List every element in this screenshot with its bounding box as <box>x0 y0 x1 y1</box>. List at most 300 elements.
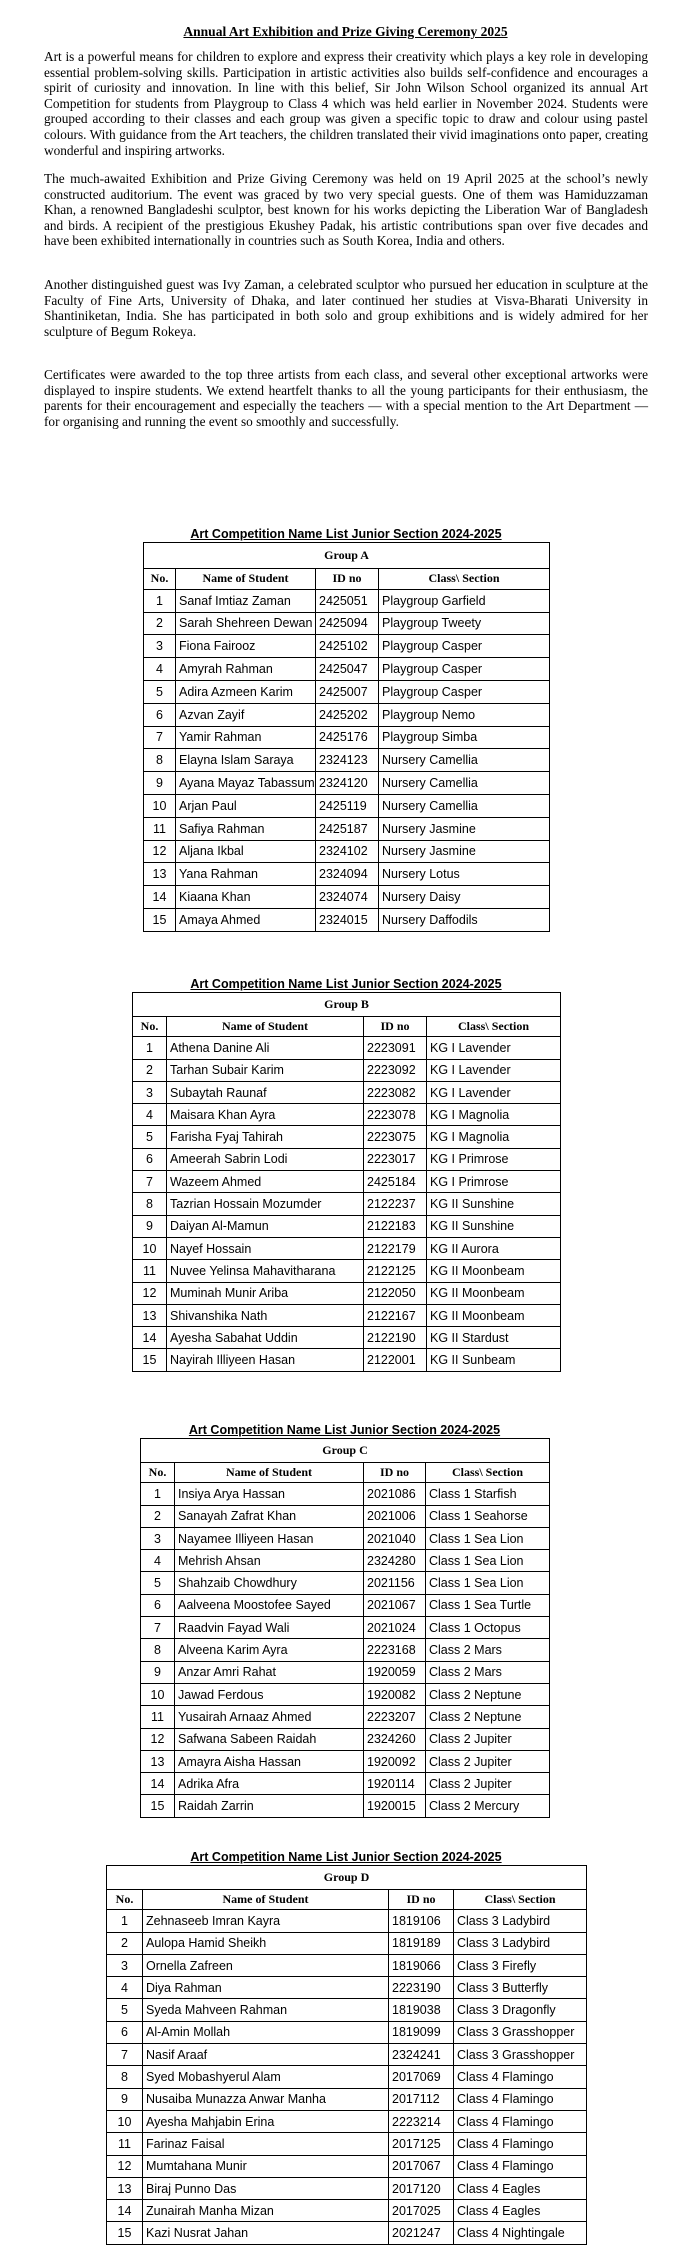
cell-name: Amaya Ahmed <box>176 908 316 931</box>
cell-class: KG I Lavender <box>427 1059 561 1081</box>
cell-class: Class 3 Ladybird <box>454 1910 587 1932</box>
cell-no: 3 <box>141 1527 175 1549</box>
cell-class: Class 3 Grasshopper <box>454 2044 587 2066</box>
cell-class: Class 1 Starfish <box>426 1483 550 1505</box>
cell-name: Kiaana Khan <box>176 886 316 909</box>
cell-id: 1920092 <box>364 1750 426 1772</box>
column-header-class: Class\ Section <box>427 1017 561 1037</box>
group-row <box>144 543 550 569</box>
cell-id: 2223168 <box>364 1639 426 1661</box>
name-list-section <box>140 1422 549 1818</box>
cell-id: 2017025 <box>389 2200 454 2222</box>
cell-id: 2223092 <box>364 1059 427 1081</box>
cell-id: 1819066 <box>389 1954 454 1976</box>
document-title: Annual Art Exhibition and Prize Giving Ceremony 2025 <box>183 24 508 39</box>
cell-class: Class 1 Sea Lion <box>426 1527 550 1549</box>
cell-name: Farinaz Faisal <box>143 2133 389 2155</box>
cell-id: 1920059 <box>364 1661 426 1683</box>
table-row <box>141 1639 550 1661</box>
cell-class: Nursery Lotus <box>379 863 550 886</box>
cell-no: 3 <box>133 1081 167 1103</box>
cell-id: 2425119 <box>316 794 379 817</box>
cell-class: Class 2 Jupiter <box>426 1773 550 1795</box>
table-row <box>141 1505 550 1527</box>
cell-no: 13 <box>107 2177 143 2199</box>
cell-name: Aljana Ikbal <box>176 840 316 863</box>
cell-id: 2223082 <box>364 1081 427 1103</box>
cell-no: 13 <box>133 1304 167 1326</box>
table-row <box>133 1193 561 1215</box>
cell-no: 7 <box>144 726 176 749</box>
cell-class: KG II Sunshine <box>427 1193 561 1215</box>
name-list-title: Art Competition Name List Junior Section 2024-2025 <box>190 977 502 991</box>
group-label: Group C <box>141 1439 550 1463</box>
table-row <box>141 1483 550 1505</box>
table-row <box>133 1126 561 1148</box>
table-row <box>144 908 550 931</box>
cell-id: 2122125 <box>364 1260 427 1282</box>
cell-no: 11 <box>107 2133 143 2155</box>
cell-no: 7 <box>133 1171 167 1193</box>
cell-no: 10 <box>141 1683 175 1705</box>
cell-no: 11 <box>133 1260 167 1282</box>
cell-class: Class 1 Seahorse <box>426 1505 550 1527</box>
cell-name: Amayra Aisha Hassan <box>175 1750 364 1772</box>
table-row <box>107 1999 587 2021</box>
cell-class: Nursery Jasmine <box>379 840 550 863</box>
cell-class: Nursery Camellia <box>379 749 550 772</box>
cell-class: Class 3 Dragonfly <box>454 1999 587 2021</box>
cell-no: 10 <box>107 2110 143 2132</box>
cell-name: Azvan Zayif <box>176 703 316 726</box>
cell-name: Ameerah Sabrin Lodi <box>167 1148 364 1170</box>
cell-class: KG II Stardust <box>427 1327 561 1349</box>
cell-class: KG II Moonbeam <box>427 1282 561 1304</box>
cell-class: Class 4 Flamingo <box>454 2133 587 2155</box>
cell-class: Class 4 Flamingo <box>454 2088 587 2110</box>
cell-class: Class 4 Flamingo <box>454 2155 587 2177</box>
cell-no: 5 <box>107 1999 143 2021</box>
cell-id: 2122179 <box>364 1237 427 1259</box>
cell-id: 2425007 <box>316 680 379 703</box>
cell-no: 9 <box>144 772 176 795</box>
cell-name: Tarhan Subair Karim <box>167 1059 364 1081</box>
ceremony-paragraph: The much-awaited Exhibition and Prize Giving Ceremony was held on 19 April 2025 at the school’s newly constructed auditorium. The event was graced by two very special guests. One of them was Hamiduzzaman Khan, a renowned Bangladeshi sculptor, best known for his works depicting the Liberation War of Bangladesh and birds. A recipient of the prestigious Ekushey Padak, his artistic contributions span over five decades and have been exhibited internationally in countries such as South Korea, India and others. <box>44 171 648 249</box>
cell-name: Nayef Hossain <box>167 1237 364 1259</box>
cell-name: Alveena Karim Ayra <box>175 1639 364 1661</box>
cell-id: 1819189 <box>389 1932 454 1954</box>
table-row <box>133 1304 561 1326</box>
cell-class: Class 2 Mars <box>426 1639 550 1661</box>
cell-id: 2324241 <box>389 2044 454 2066</box>
table-row <box>133 1081 561 1103</box>
cell-class: Class 2 Mars <box>426 1661 550 1683</box>
table-row <box>141 1572 550 1594</box>
cell-class: Class 1 Sea Lion <box>426 1572 550 1594</box>
group-row <box>141 1439 550 1463</box>
cell-class: Nursery Jasmine <box>379 817 550 840</box>
cell-id: 2324074 <box>316 886 379 909</box>
cell-id: 2425187 <box>316 817 379 840</box>
cell-name: Syeda Mahveen Rahman <box>143 1999 389 2021</box>
cell-no: 14 <box>144 886 176 909</box>
cell-no: 15 <box>141 1795 175 1817</box>
cell-name: Amyrah Rahman <box>176 658 316 681</box>
cell-name: Sarah Shehreen Dewan <box>176 612 316 635</box>
cell-name: Nayamee Illiyeen Hasan <box>175 1527 364 1549</box>
name-list-title: Art Competition Name List Junior Section 2024-2025 <box>190 1850 502 1864</box>
cell-no: 5 <box>141 1572 175 1594</box>
column-header-id: ID no <box>364 1463 426 1483</box>
cell-name: Shivanshika Nath <box>167 1304 364 1326</box>
cell-no: 2 <box>141 1505 175 1527</box>
cell-name: Biraj Punno Das <box>143 2177 389 2199</box>
cell-no: 5 <box>144 680 176 703</box>
cell-id: 2223214 <box>389 2110 454 2132</box>
table-row <box>107 2044 587 2066</box>
column-header-no: No. <box>144 569 176 590</box>
cell-no: 9 <box>107 2088 143 2110</box>
table-row <box>144 703 550 726</box>
cell-id: 2017067 <box>389 2155 454 2177</box>
table-row <box>141 1728 550 1750</box>
cell-id: 2425051 <box>316 589 379 612</box>
cell-id: 2017112 <box>389 2088 454 2110</box>
cell-no: 14 <box>107 2200 143 2222</box>
table-row <box>141 1550 550 1572</box>
cell-no: 7 <box>141 1617 175 1639</box>
table-row <box>141 1773 550 1795</box>
cell-id: 2122167 <box>364 1304 427 1326</box>
cell-no: 15 <box>107 2222 143 2244</box>
cell-no: 2 <box>107 1932 143 1954</box>
cell-name: Arjan Paul <box>176 794 316 817</box>
cell-no: 1 <box>107 1910 143 1932</box>
cell-name: Mumtahana Munir <box>143 2155 389 2177</box>
cell-no: 13 <box>144 863 176 886</box>
table-row <box>133 1327 561 1349</box>
group-label: Group D <box>107 1866 587 1890</box>
cell-name: Jawad Ferdous <box>175 1683 364 1705</box>
table-row <box>107 1910 587 1932</box>
cell-class: Playgroup Garfield <box>379 589 550 612</box>
cell-name: Raidah Zarrin <box>175 1795 364 1817</box>
table-row <box>107 2222 587 2244</box>
cell-name: Ayana Mayaz Tabassum <box>176 772 316 795</box>
cell-no: 6 <box>144 703 176 726</box>
cell-id: 2122001 <box>364 1349 427 1371</box>
cell-name: Yana Rahman <box>176 863 316 886</box>
cell-class: Class 2 Neptune <box>426 1706 550 1728</box>
cell-no: 6 <box>133 1148 167 1170</box>
cell-id: 2324260 <box>364 1728 426 1750</box>
cell-class: Nursery Camellia <box>379 794 550 817</box>
table-row <box>141 1750 550 1772</box>
cell-no: 1 <box>141 1483 175 1505</box>
table-row <box>144 658 550 681</box>
cell-class: Nursery Daffodils <box>379 908 550 931</box>
table-row <box>133 1171 561 1193</box>
table-row <box>107 2155 587 2177</box>
column-header-class: Class\ Section <box>379 569 550 590</box>
cell-id: 2017120 <box>389 2177 454 2199</box>
cell-no: 15 <box>144 908 176 931</box>
cell-id: 2425047 <box>316 658 379 681</box>
cell-no: 14 <box>133 1327 167 1349</box>
table-row <box>144 635 550 658</box>
table-row <box>141 1617 550 1639</box>
cell-no: 11 <box>144 817 176 840</box>
cell-class: Playgroup Casper <box>379 680 550 703</box>
column-header-no: No. <box>107 1890 143 1910</box>
name-list-title: Art Competition Name List Junior Section 2024-2025 <box>190 527 502 541</box>
cell-class: Class 3 Grasshopper <box>454 2021 587 2043</box>
cell-name: Zunairah Manha Mizan <box>143 2200 389 2222</box>
cell-name: Nusaiba Munazza Anwar Manha <box>143 2088 389 2110</box>
cell-name: Zehnaseeb Imran Kayra <box>143 1910 389 1932</box>
cell-no: 4 <box>141 1550 175 1572</box>
cell-class: Playgroup Nemo <box>379 703 550 726</box>
cell-no: 12 <box>144 840 176 863</box>
column-header-id: ID no <box>316 569 379 590</box>
table-row <box>144 749 550 772</box>
cell-id: 2021006 <box>364 1505 426 1527</box>
cell-class: KG II Moonbeam <box>427 1304 561 1326</box>
cell-name: Adira Azmeen Karim <box>176 680 316 703</box>
cell-id: 2223207 <box>364 1706 426 1728</box>
cell-class: KG II Moonbeam <box>427 1260 561 1282</box>
cell-class: KG I Magnolia <box>427 1104 561 1126</box>
cell-class: Class 3 Butterfly <box>454 1977 587 1999</box>
table-row <box>107 2088 587 2110</box>
student-table <box>106 1865 587 2245</box>
column-header-id: ID no <box>364 1017 427 1037</box>
cell-id: 2324123 <box>316 749 379 772</box>
cell-id: 1920114 <box>364 1773 426 1795</box>
cell-id: 2021067 <box>364 1594 426 1616</box>
cell-no: 1 <box>144 589 176 612</box>
cell-class: Class 4 Flamingo <box>454 2110 587 2132</box>
table-row <box>144 840 550 863</box>
cell-class: Class 4 Eagles <box>454 2177 587 2199</box>
cell-name: Ayesha Sabahat Uddin <box>167 1327 364 1349</box>
cell-id: 1819099 <box>389 2021 454 2043</box>
cell-id: 2425094 <box>316 612 379 635</box>
group-row <box>133 993 561 1017</box>
cell-id: 2017069 <box>389 2066 454 2088</box>
cell-class: KG I Primrose <box>427 1148 561 1170</box>
table-row <box>141 1683 550 1705</box>
cell-id: 1819106 <box>389 1910 454 1932</box>
cell-id: 2425202 <box>316 703 379 726</box>
cell-no: 12 <box>107 2155 143 2177</box>
table-row <box>144 772 550 795</box>
cell-name: Daiyan Al-Mamun <box>167 1215 364 1237</box>
cell-id: 2425184 <box>364 1171 427 1193</box>
name-list-section <box>132 976 560 1372</box>
student-table <box>132 992 561 1372</box>
cell-id: 2122183 <box>364 1215 427 1237</box>
cell-no: 15 <box>133 1349 167 1371</box>
student-table <box>140 1438 550 1818</box>
cell-no: 4 <box>144 658 176 681</box>
table-header-row <box>144 569 550 590</box>
cell-no: 9 <box>141 1661 175 1683</box>
cell-id: 2324015 <box>316 908 379 931</box>
cell-id: 2021040 <box>364 1527 426 1549</box>
cell-no: 6 <box>141 1594 175 1616</box>
cell-no: 12 <box>141 1728 175 1750</box>
cell-class: Class 1 Sea Lion <box>426 1550 550 1572</box>
cell-no: 8 <box>141 1639 175 1661</box>
cell-id: 2223078 <box>364 1104 427 1126</box>
column-header-name: Name of Student <box>167 1017 364 1037</box>
cell-name: Safwana Sabeen Raidah <box>175 1728 364 1750</box>
closing-paragraph: Certificates were awarded to the top three artists from each class, and several other exceptional artworks were displayed to inspire students. We extend heartfelt thanks to all the young participants for their enthusiasm, the parents for their encouragement and especially the teachers — with a special mention to the Art Department — for organising and running the event so smoothly and successfully. <box>44 367 648 429</box>
cell-no: 11 <box>141 1706 175 1728</box>
cell-name: Sanayah Zafrat Khan <box>175 1505 364 1527</box>
cell-class: Class 3 Ladybird <box>454 1932 587 1954</box>
table-header-row <box>141 1463 550 1483</box>
cell-name: Yusairah Arnaaz Ahmed <box>175 1706 364 1728</box>
cell-name: Kazi Nusrat Jahan <box>143 2222 389 2244</box>
cell-class: KG II Aurora <box>427 1237 561 1259</box>
cell-id: 2223190 <box>389 1977 454 1999</box>
cell-class: Class 1 Octopus <box>426 1617 550 1639</box>
cell-name: Nasif Araaf <box>143 2044 389 2066</box>
table-row <box>141 1594 550 1616</box>
cell-id: 2021156 <box>364 1572 426 1594</box>
cell-class: Class 1 Sea Turtle <box>426 1594 550 1616</box>
cell-id: 2324120 <box>316 772 379 795</box>
guest-paragraph: Another distinguished guest was Ivy Zaman, a celebrated sculptor who pursued her education in sculpture at the Faculty of Fine Arts, University of Dhaka, and later continued her studies at Visva-Bharati University in Shantiniketan, India. She has participated in both solo and group exhibitions and is widely admired for her sculpture of Begum Rokeya. <box>44 277 648 339</box>
cell-class: KG II Sunshine <box>427 1215 561 1237</box>
cell-id: 2122050 <box>364 1282 427 1304</box>
table-header-row <box>133 1017 561 1037</box>
name-list-section <box>143 526 549 932</box>
cell-id: 2324102 <box>316 840 379 863</box>
cell-class: Playgroup Simba <box>379 726 550 749</box>
table-row <box>133 1260 561 1282</box>
table-row <box>133 1059 561 1081</box>
cell-name: Yamir Rahman <box>176 726 316 749</box>
cell-no: 13 <box>141 1750 175 1772</box>
cell-no: 8 <box>144 749 176 772</box>
cell-class: KG I Primrose <box>427 1171 561 1193</box>
table-row <box>133 1349 561 1371</box>
cell-name: Subaytah Raunaf <box>167 1081 364 1103</box>
table-row <box>144 863 550 886</box>
cell-class: KG I Magnolia <box>427 1126 561 1148</box>
cell-class: Class 2 Jupiter <box>426 1728 550 1750</box>
cell-no: 4 <box>133 1104 167 1126</box>
column-header-no: No. <box>141 1463 175 1483</box>
cell-name: Muminah Munir Ariba <box>167 1282 364 1304</box>
cell-name: Aulopa Hamid Sheikh <box>143 1932 389 1954</box>
table-row <box>144 612 550 635</box>
table-row <box>107 1977 587 1999</box>
table-row <box>107 2133 587 2155</box>
cell-class: Class 2 Neptune <box>426 1683 550 1705</box>
cell-name: Ornella Zafreen <box>143 1954 389 1976</box>
cell-no: 10 <box>144 794 176 817</box>
table-row <box>133 1037 561 1059</box>
group-label: Group A <box>144 543 550 569</box>
cell-id: 2425102 <box>316 635 379 658</box>
cell-no: 8 <box>133 1193 167 1215</box>
cell-id: 2021024 <box>364 1617 426 1639</box>
cell-name: Athena Danine Ali <box>167 1037 364 1059</box>
cell-name: Nuvee Yelinsa Mahavitharana <box>167 1260 364 1282</box>
cell-id: 2223017 <box>364 1148 427 1170</box>
table-row <box>141 1527 550 1549</box>
cell-name: Aalveena Moostofee Sayed <box>175 1594 364 1616</box>
column-header-name: Name of Student <box>176 569 316 590</box>
cell-no: 9 <box>133 1215 167 1237</box>
cell-name: Diya Rahman <box>143 1977 389 1999</box>
cell-id: 1819038 <box>389 1999 454 2021</box>
cell-no: 3 <box>107 1954 143 1976</box>
cell-no: 3 <box>144 635 176 658</box>
cell-id: 2021247 <box>389 2222 454 2244</box>
cell-name: Nayirah Illiyeen Hasan <box>167 1349 364 1371</box>
table-row <box>107 2021 587 2043</box>
table-row <box>144 680 550 703</box>
intro-paragraph: Art is a powerful means for children to explore and express their creativity which plays a key role in developing essential problem-solving skills. Participation in artistic activities also builds self-confidence and encourages a spirit of curiosity and innovation. In line with this belief, Sir John Wilson School organized its annual Art Competition for students from Playgroup to Class 4 which was held earlier in November 2024. Students were grouped according to their classes and each group was given a specific topic to draw and colour using pastel colours. With guidance from the Art teachers, the children translated their vivid imaginations onto paper, creating wonderful and inspiring artworks. <box>44 49 648 158</box>
table-row <box>133 1215 561 1237</box>
cell-class: Class 2 Mercury <box>426 1795 550 1817</box>
table-row <box>144 817 550 840</box>
table-row <box>141 1795 550 1817</box>
name-list-section <box>106 1849 586 2245</box>
cell-class: Class 4 Flamingo <box>454 2066 587 2088</box>
cell-id: 2425176 <box>316 726 379 749</box>
cell-id: 2021086 <box>364 1483 426 1505</box>
cell-name: Syed Mobashyerul Alam <box>143 2066 389 2088</box>
table-row <box>144 726 550 749</box>
group-row <box>107 1866 587 1890</box>
cell-id: 2324280 <box>364 1550 426 1572</box>
table-header-row <box>107 1890 587 1910</box>
table-row <box>144 589 550 612</box>
table-row <box>107 1954 587 1976</box>
cell-name: Tazrian Hossain Mozumder <box>167 1193 364 1215</box>
cell-class: KG I Lavender <box>427 1037 561 1059</box>
cell-no: 6 <box>107 2021 143 2043</box>
table-row <box>133 1282 561 1304</box>
name-list-title: Art Competition Name List Junior Section 2024-2025 <box>188 1423 501 1437</box>
cell-class: Class 4 Eagles <box>454 2200 587 2222</box>
cell-no: 10 <box>133 1237 167 1259</box>
cell-class: Playgroup Tweety <box>379 612 550 635</box>
cell-name: Anzar Amri Rahat <box>175 1661 364 1683</box>
cell-name: Fiona Fairooz <box>176 635 316 658</box>
table-row <box>107 1932 587 1954</box>
table-row <box>107 2177 587 2199</box>
cell-name: Safiya Rahman <box>176 817 316 840</box>
cell-no: 4 <box>107 1977 143 1999</box>
cell-id: 2122237 <box>364 1193 427 1215</box>
cell-name: Mehrish Ahsan <box>175 1550 364 1572</box>
cell-id: 2017125 <box>389 2133 454 2155</box>
cell-no: 5 <box>133 1126 167 1148</box>
column-header-name: Name of Student <box>175 1463 364 1483</box>
cell-name: Elayna Islam Saraya <box>176 749 316 772</box>
table-row <box>133 1237 561 1259</box>
cell-class: Class 4 Nightingale <box>454 2222 587 2244</box>
table-row <box>144 794 550 817</box>
cell-id: 2122190 <box>364 1327 427 1349</box>
